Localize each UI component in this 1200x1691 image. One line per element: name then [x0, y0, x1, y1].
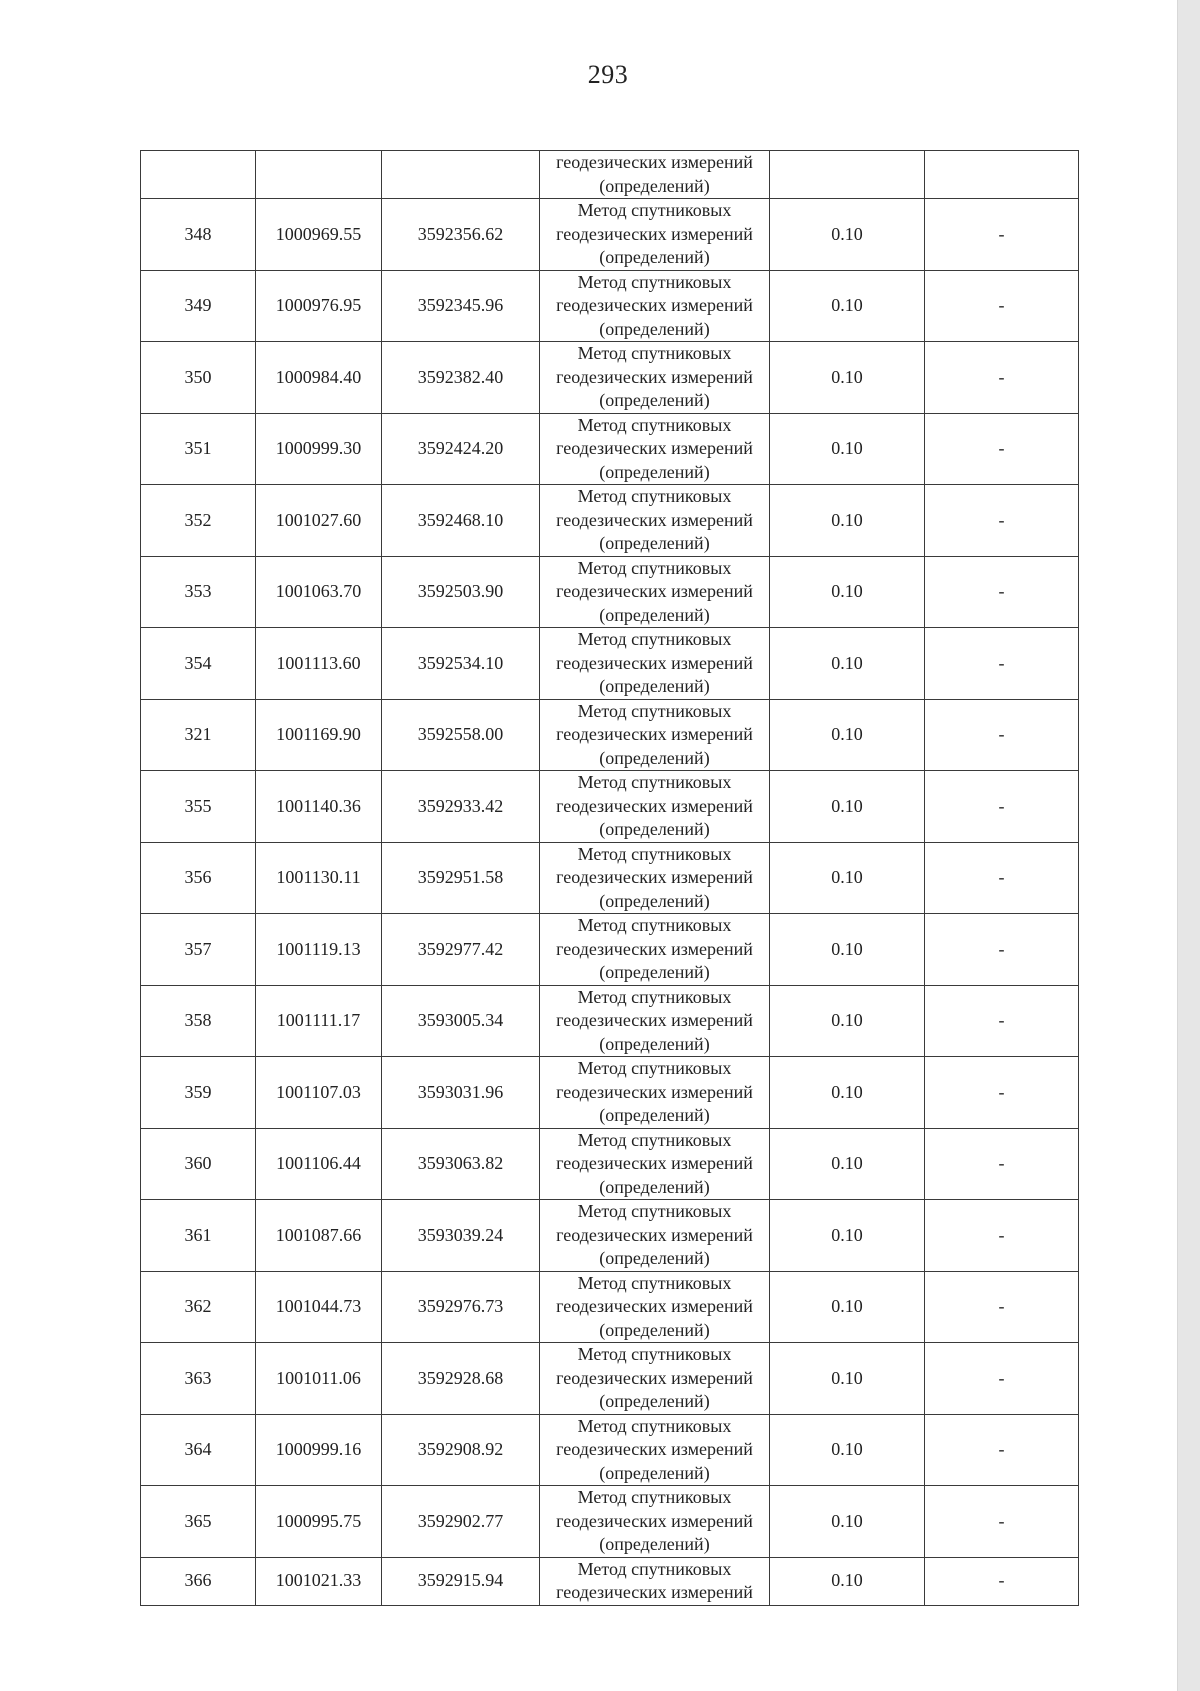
note-cell: -	[925, 270, 1079, 342]
note-cell: -	[925, 699, 1079, 771]
method-cell	[540, 1557, 770, 1605]
table-row	[141, 1057, 1079, 1129]
note-cell: -	[925, 1200, 1079, 1272]
method-line: (определений)	[599, 1033, 710, 1054]
method-line: Метод спутниковых	[577, 1487, 732, 1507]
method-cell	[540, 771, 770, 843]
point-number-cell	[141, 151, 256, 199]
point-number-cell: 360	[141, 1128, 256, 1200]
table-row	[141, 1271, 1079, 1343]
method-line: геодезических измерений	[556, 438, 753, 458]
x-coordinate-cell: 1000995.75	[256, 1486, 382, 1558]
method-line: Метод спутниковых	[577, 271, 732, 292]
y-coordinate-cell: 3592534.10	[382, 628, 540, 700]
method-line: (определений)	[599, 247, 710, 267]
y-coordinate-cell: 3592468.10	[382, 485, 540, 557]
method-line: Метод спутниковых	[577, 343, 732, 363]
accuracy-cell: 0.10	[770, 1057, 925, 1129]
x-coordinate-cell: 1000999.16	[256, 1414, 382, 1486]
point-number-cell: 352	[141, 485, 256, 557]
method-line: (определений)	[599, 962, 710, 982]
method-line: геодезических измерений	[556, 509, 753, 530]
coordinates-table	[140, 150, 1079, 1606]
accuracy-cell: 0.10	[770, 270, 925, 342]
method-line: Метод спутниковых	[577, 1201, 732, 1221]
accuracy-cell: 0.10	[770, 1271, 925, 1343]
page-number: 293	[587, 60, 629, 89]
accuracy-cell	[770, 151, 925, 199]
method-line: Метод спутниковых	[577, 1129, 732, 1150]
method-line: (определений)	[599, 390, 710, 410]
y-coordinate-cell: 3592558.00	[382, 699, 540, 771]
method-line: (определений)	[599, 890, 710, 911]
y-coordinate-cell: 3592933.42	[382, 771, 540, 843]
table-row	[141, 342, 1079, 414]
method-line: геодезических измерений	[556, 1153, 753, 1173]
method-line: геодезических измерений	[556, 938, 753, 959]
method-line: (определений)	[599, 461, 710, 482]
accuracy-cell: 0.10	[770, 1557, 925, 1605]
method-line: геодезических измерений	[556, 152, 753, 172]
method-line: (определений)	[599, 175, 710, 196]
point-number-cell: 350	[141, 342, 256, 414]
method-line: Метод спутниковых	[577, 986, 732, 1007]
y-coordinate-cell: 3592356.62	[382, 199, 540, 271]
y-coordinate-cell: 3593039.24	[382, 1200, 540, 1272]
method-line: (определений)	[599, 747, 710, 768]
y-coordinate-cell: 3592345.96	[382, 270, 540, 342]
accuracy-cell: 0.10	[770, 1200, 925, 1272]
note-cell: -	[925, 1557, 1079, 1605]
x-coordinate-cell: 1001140.36	[256, 771, 382, 843]
x-coordinate-cell: 1001106.44	[256, 1128, 382, 1200]
table-row	[141, 1414, 1079, 1486]
x-coordinate-cell	[256, 151, 382, 199]
y-coordinate-cell: 3592915.94	[382, 1557, 540, 1605]
accuracy-cell: 0.10	[770, 985, 925, 1057]
accuracy-cell: 0.10	[770, 1414, 925, 1486]
method-cell	[540, 1343, 770, 1415]
method-line: (определений)	[599, 318, 710, 339]
accuracy-cell: 0.10	[770, 771, 925, 843]
scan-edge	[1177, 0, 1200, 1691]
y-coordinate-cell: 3593031.96	[382, 1057, 540, 1129]
y-coordinate-cell: 3592951.58	[382, 842, 540, 914]
method-line: Метод спутниковых	[577, 915, 732, 935]
table-body	[141, 151, 1079, 1606]
method-cell	[540, 1414, 770, 1486]
point-number-cell: 321	[141, 699, 256, 771]
method-line: Метод спутниковых	[577, 700, 732, 721]
method-cell	[540, 1200, 770, 1272]
table-row	[141, 914, 1079, 986]
method-cell	[540, 270, 770, 342]
table-row	[141, 556, 1079, 628]
method-line: Метод спутниковых	[577, 486, 732, 506]
note-cell: -	[925, 342, 1079, 414]
accuracy-cell: 0.10	[770, 1343, 925, 1415]
point-number-cell: 349	[141, 270, 256, 342]
method-cell	[540, 1128, 770, 1200]
method-line: геодезических измерений	[556, 1439, 753, 1459]
method-line: геодезических измерений	[556, 652, 753, 673]
method-line: Метод спутниковых	[577, 1272, 732, 1293]
x-coordinate-cell: 1000969.55	[256, 199, 382, 271]
note-cell: -	[925, 413, 1079, 485]
method-line: Метод спутниковых	[577, 772, 732, 792]
method-line: Метод спутниковых	[577, 843, 732, 864]
method-line: геодезических измерений	[556, 1367, 753, 1388]
table-row	[141, 485, 1079, 557]
method-line: (определений)	[599, 819, 710, 839]
method-cell	[540, 699, 770, 771]
method-line: Метод спутниковых	[577, 1344, 732, 1364]
method-line: Метод спутниковых	[577, 629, 732, 649]
method-cell	[540, 413, 770, 485]
note-cell: -	[925, 1271, 1079, 1343]
table-row	[141, 1486, 1079, 1558]
accuracy-cell: 0.10	[770, 842, 925, 914]
method-cell	[540, 842, 770, 914]
table-row	[141, 1557, 1079, 1605]
accuracy-cell: 0.10	[770, 199, 925, 271]
accuracy-cell: 0.10	[770, 342, 925, 414]
method-line: геодезических измерений	[556, 295, 753, 315]
method-cell	[540, 1057, 770, 1129]
x-coordinate-cell: 1001021.33	[256, 1557, 382, 1605]
method-line: геодезических измерений	[556, 867, 753, 887]
method-line: (определений)	[599, 1176, 710, 1197]
point-number-cell: 366	[141, 1557, 256, 1605]
method-line: Метод спутниковых	[577, 1415, 732, 1436]
method-line: геодезических измерений	[556, 724, 753, 744]
method-line: геодезических измерений	[556, 1224, 753, 1245]
accuracy-cell: 0.10	[770, 1128, 925, 1200]
point-number-cell: 356	[141, 842, 256, 914]
y-coordinate-cell	[382, 151, 540, 199]
method-line: Метод спутниковых	[577, 557, 732, 578]
method-line: геодезических измерений	[556, 223, 753, 244]
y-coordinate-cell: 3592382.40	[382, 342, 540, 414]
x-coordinate-cell: 1001044.73	[256, 1271, 382, 1343]
table-row-continuation	[141, 151, 1079, 199]
point-number-cell: 348	[141, 199, 256, 271]
method-line: геодезических измерений	[556, 795, 753, 816]
note-cell: -	[925, 914, 1079, 986]
method-line: геодезических измерений	[556, 1010, 753, 1030]
y-coordinate-cell: 3593005.34	[382, 985, 540, 1057]
method-line: геодезических измерений	[556, 581, 753, 601]
point-number-cell: 363	[141, 1343, 256, 1415]
note-cell: -	[925, 485, 1079, 557]
point-number-cell: 357	[141, 914, 256, 986]
y-coordinate-cell: 3593063.82	[382, 1128, 540, 1200]
accuracy-cell: 0.10	[770, 699, 925, 771]
method-line: Метод спутниковых	[577, 1558, 732, 1579]
note-cell: -	[925, 628, 1079, 700]
note-cell: -	[925, 1414, 1079, 1486]
note-cell: -	[925, 771, 1079, 843]
x-coordinate-cell: 1000984.40	[256, 342, 382, 414]
accuracy-cell: 0.10	[770, 1486, 925, 1558]
table-row	[141, 1200, 1079, 1272]
y-coordinate-cell: 3592977.42	[382, 914, 540, 986]
point-number-cell: 362	[141, 1271, 256, 1343]
method-line: (определений)	[599, 1534, 710, 1554]
method-line: геодезических измерений	[556, 1510, 753, 1531]
point-number-cell: 358	[141, 985, 256, 1057]
method-line: (определений)	[599, 1105, 710, 1125]
y-coordinate-cell: 3592424.20	[382, 413, 540, 485]
method-line: (определений)	[599, 676, 710, 696]
point-number-cell: 353	[141, 556, 256, 628]
method-line: (определений)	[599, 1391, 710, 1411]
method-cell	[540, 1486, 770, 1558]
note-cell: -	[925, 199, 1079, 271]
method-line: (определений)	[599, 1462, 710, 1483]
method-line: геодезических измерений	[556, 1081, 753, 1102]
method-line: геодезических измерений	[556, 1296, 753, 1316]
x-coordinate-cell: 1001107.03	[256, 1057, 382, 1129]
method-line: Метод спутниковых	[577, 200, 732, 220]
x-coordinate-cell: 1001130.11	[256, 842, 382, 914]
accuracy-cell: 0.10	[770, 914, 925, 986]
x-coordinate-cell: 1001011.06	[256, 1343, 382, 1415]
point-number-cell: 364	[141, 1414, 256, 1486]
table-row	[141, 628, 1079, 700]
method-cell	[540, 985, 770, 1057]
method-line: (определений)	[599, 1319, 710, 1340]
method-cell	[540, 342, 770, 414]
point-number-cell: 355	[141, 771, 256, 843]
x-coordinate-cell: 1001169.90	[256, 699, 382, 771]
note-cell: -	[925, 1486, 1079, 1558]
x-coordinate-cell: 1001063.70	[256, 556, 382, 628]
method-line: Метод спутниковых	[577, 1058, 732, 1078]
y-coordinate-cell: 3592503.90	[382, 556, 540, 628]
method-cell	[540, 151, 770, 199]
accuracy-cell: 0.10	[770, 556, 925, 628]
accuracy-cell: 0.10	[770, 413, 925, 485]
method-cell	[540, 485, 770, 557]
y-coordinate-cell: 3592928.68	[382, 1343, 540, 1415]
table-row	[141, 771, 1079, 843]
point-number-cell: 354	[141, 628, 256, 700]
note-cell: -	[925, 556, 1079, 628]
table-row	[141, 413, 1079, 485]
table-row	[141, 1128, 1079, 1200]
method-line: (определений)	[599, 1248, 710, 1268]
method-line: геодезических измерений	[556, 1582, 753, 1602]
x-coordinate-cell: 1000976.95	[256, 270, 382, 342]
table-row	[141, 842, 1079, 914]
note-cell: -	[925, 842, 1079, 914]
y-coordinate-cell: 3592908.92	[382, 1414, 540, 1486]
point-number-cell: 359	[141, 1057, 256, 1129]
note-cell: -	[925, 985, 1079, 1057]
method-line: геодезических измерений	[556, 366, 753, 387]
x-coordinate-cell: 1000999.30	[256, 413, 382, 485]
table-row	[141, 985, 1079, 1057]
point-number-cell: 361	[141, 1200, 256, 1272]
accuracy-cell: 0.10	[770, 628, 925, 700]
note-cell: -	[925, 1128, 1079, 1200]
y-coordinate-cell: 3592902.77	[382, 1486, 540, 1558]
table-row	[141, 1343, 1079, 1415]
method-line: (определений)	[599, 604, 710, 625]
method-cell	[540, 556, 770, 628]
note-cell: -	[925, 1057, 1079, 1129]
method-cell	[540, 914, 770, 986]
x-coordinate-cell: 1001027.60	[256, 485, 382, 557]
x-coordinate-cell: 1001113.60	[256, 628, 382, 700]
accuracy-cell: 0.10	[770, 485, 925, 557]
x-coordinate-cell: 1001119.13	[256, 914, 382, 986]
method-cell	[540, 628, 770, 700]
note-cell: -	[925, 1343, 1079, 1415]
y-coordinate-cell: 3592976.73	[382, 1271, 540, 1343]
method-cell	[540, 199, 770, 271]
x-coordinate-cell: 1001087.66	[256, 1200, 382, 1272]
method-cell	[540, 1271, 770, 1343]
table-row	[141, 699, 1079, 771]
x-coordinate-cell: 1001111.17	[256, 985, 382, 1057]
note-cell	[925, 151, 1079, 199]
point-number-cell: 365	[141, 1486, 256, 1558]
table-row	[141, 270, 1079, 342]
method-line: Метод спутниковых	[577, 414, 732, 435]
table-row	[141, 199, 1079, 271]
method-line: (определений)	[599, 533, 710, 553]
point-number-cell: 351	[141, 413, 256, 485]
